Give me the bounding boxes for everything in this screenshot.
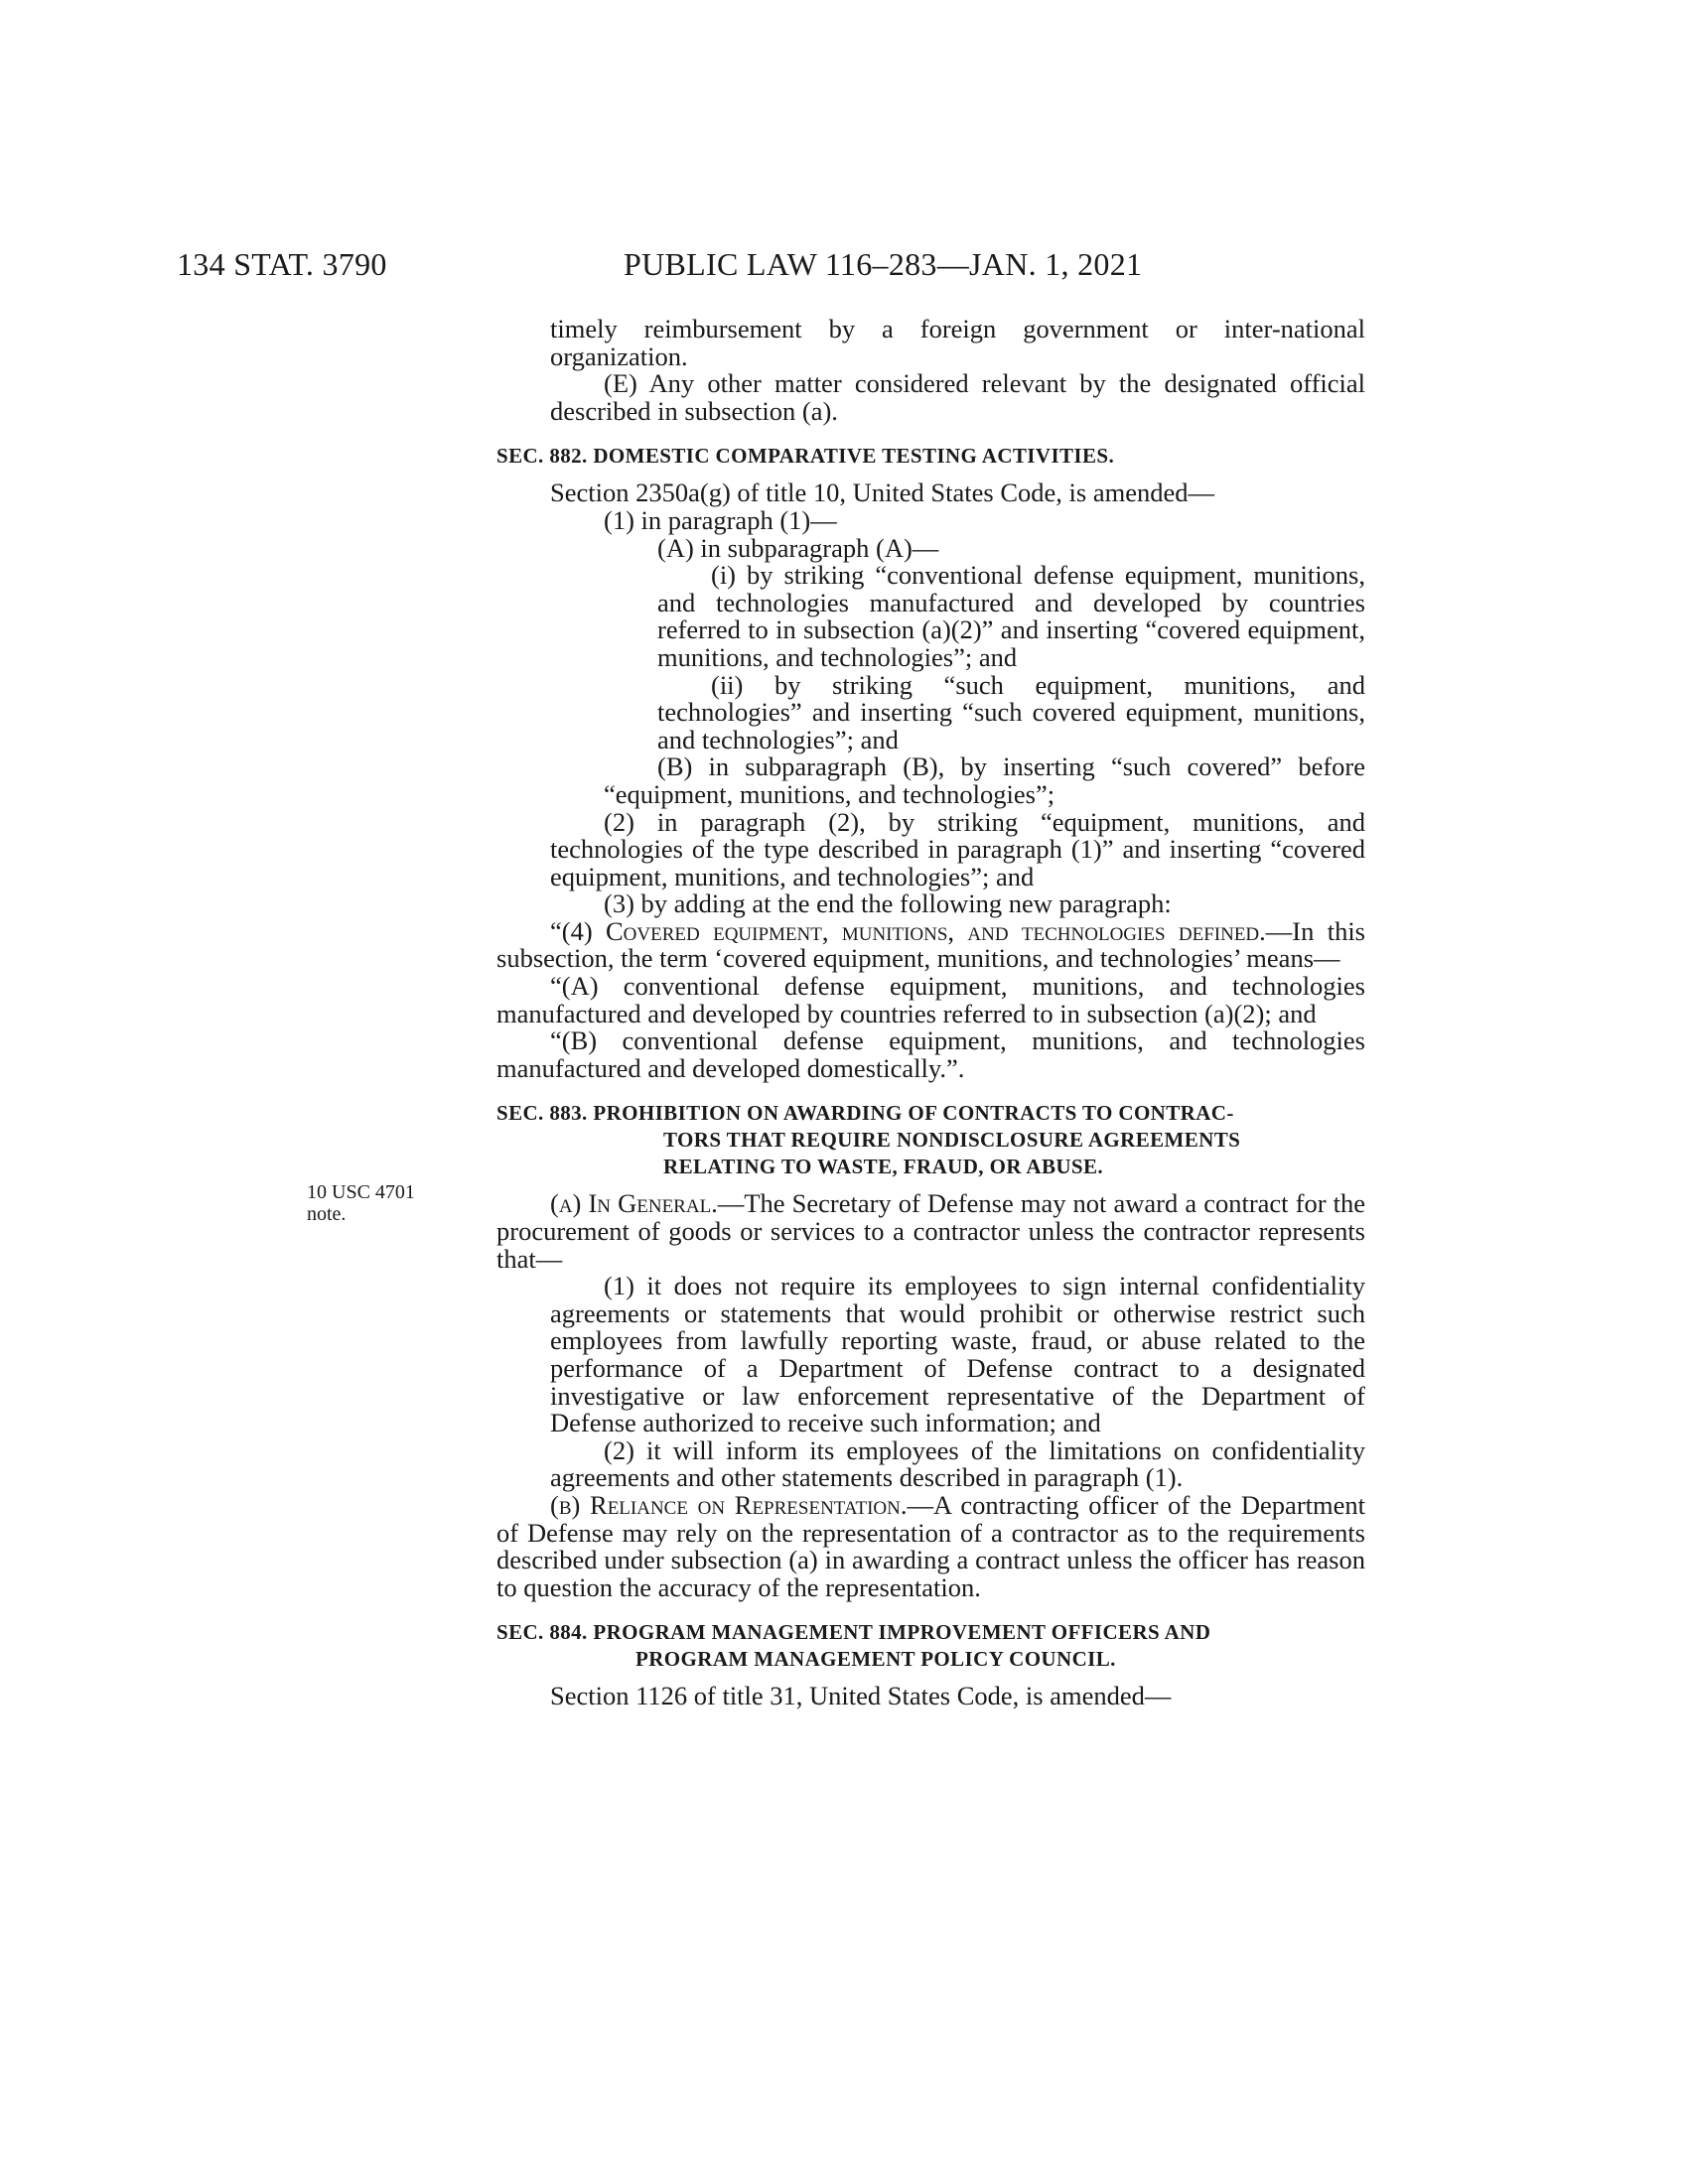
sec882-heading: SEC. 882. DOMESTIC COMPARATIVE TESTING ACTIVITIES. <box>496 444 1115 469</box>
sec883-b <box>496 1489 1365 1602</box>
sec882-p1: (1) in paragraph (1)— <box>604 504 837 535</box>
sec883-b-label: (b) Reliance on Representation. <box>550 1489 908 1520</box>
sec883-heading-line3: RELATING TO WASTE, FRAUD, OR ABUSE. <box>663 1155 1104 1179</box>
sec884-heading-line1: SEC. 884. PROGRAM MANAGEMENT IMPROVEMENT OFFICERS AND <box>496 1620 1211 1645</box>
running-head: PUBLIC LAW 116–283—JAN. 1, 2021 <box>624 246 1143 282</box>
sec882-p4-label: “(4) Covered equipment, munitions, and technologies defined. <box>550 915 1266 946</box>
sec882-p4-text: —In this subsection, the term ‘covered equipment, munitions, and technologies’ means— <box>496 915 1365 974</box>
sec883-b-text: —A contracting officer of the Department of Defense may rely on the representation of a contractor as to the requirements described under subsection (a) in awarding a contract unless the officer has reason to question the accuracy of the representation. <box>496 1489 1365 1602</box>
sec883-a2: (2) it will inform its employees of the limitations on confidentiality agreements and other statements described in paragraph (1). <box>550 1434 1365 1493</box>
sec882-p3: (3) by adding at the end the following new paragraph: <box>604 888 1172 919</box>
sec882-p4 <box>496 915 1365 974</box>
sec882-p1a: (A) in subparagraph (A)— <box>657 532 939 563</box>
sec882-p4a: “(A) conventional defense equipment, munitions, and technologies manufactured and developed by countries referred to in subsection (a)(2); and <box>496 971 1365 1028</box>
sec884-heading-line2: PROGRAM MANAGEMENT POLICY COUNCIL. <box>635 1647 1116 1672</box>
sec882-intro: Section 2350a(g) of title 10, United States Code, is amended— <box>550 478 1214 508</box>
sec882-p1b: (B) in subparagraph (B), by inserting “such covered” before “equipment, munitions, and technologies”; <box>604 751 1365 809</box>
sec882-p2: (2) in paragraph (2), by striking “equipment, munitions, and technologies of the type described in paragraph (1)” and inserting “covered equipment, munitions, and technologies”; and <box>550 806 1365 891</box>
stat-page-number: 134 STAT. 3790 <box>177 246 387 282</box>
page-body <box>496 316 1365 1710</box>
margin-note-sec883: 10 USC 4701 note. <box>307 1181 415 1225</box>
sec883-a-text: —The Secretary of Defense may not award a contract for the procurement of goods or services to a contractor unless the contractor represents that— <box>496 1188 1365 1274</box>
sec882-p1a-ii: (ii) by striking “such equipment, munitions, and technologies” and inserting “such covered equipment, munitions, and technologies”; and <box>657 669 1365 754</box>
sec884-intro: Section 1126 of title 31, United States Code, is amended— <box>550 1681 1172 1711</box>
item-e: (E) Any other matter considered relevant by the designated official described in subsection (a). <box>550 368 1365 426</box>
sec882-p1a-i: (i) by striking “conventional defense equipment, munitions, and technologies manufactured and developed by countries referred to in subsection (a)(2)” and inserting “covered equipment, munitions, and technologies”; and <box>657 560 1365 672</box>
continuation-text: timely reimbursement by a foreign government or inter-national organization. <box>550 314 1365 371</box>
sec882-p4b: “(B) conventional defense equipment, munitions, and technologies manufactured and developed domestically.”. <box>496 1025 1365 1083</box>
sec883-a <box>496 1190 1365 1273</box>
sec883-heading-line2: TORS THAT REQUIRE NONDISCLOSURE AGREEMENTS <box>663 1128 1241 1153</box>
sec884-heading <box>496 1619 1365 1673</box>
sec883-heading-line1: SEC. 883. PROHIBITION ON AWARDING OF CONTRACTS TO CONTRAC- <box>496 1101 1234 1126</box>
sec883-a-label: (a) In General. <box>550 1188 718 1219</box>
sec883-a1: (1) it does not require its employees to sign internal confidentiality agreements or statements that would prohibit or otherwise restrict such employees from lawfully reporting waste, fraud, or abuse related to the performance of a Department of Defense contract to a designated investigative or law enforcement representative of the Department of Defense authorized to receive such information; and <box>550 1271 1365 1438</box>
sec883-heading <box>496 1100 1365 1180</box>
